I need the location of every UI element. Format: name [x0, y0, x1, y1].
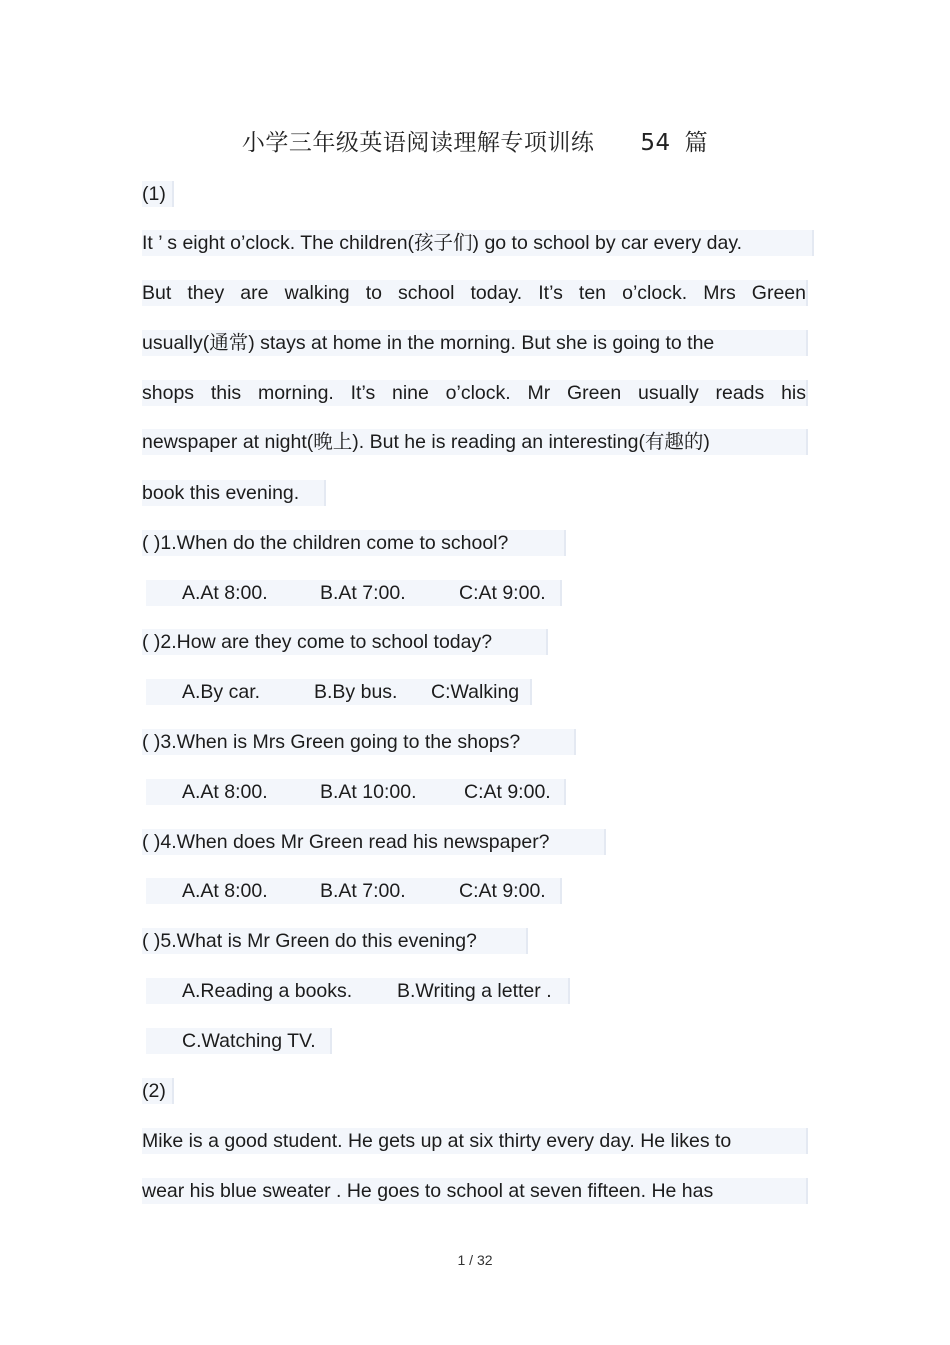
option-a: A.Reading a books.: [182, 980, 353, 1002]
question: ( )5.What is Mr Green do this evening?: [142, 930, 477, 952]
section-label: (2): [142, 1080, 166, 1102]
question: ( )4.When does Mr Green read his newspaper?: [142, 831, 550, 853]
option-b: B.By bus.: [314, 681, 398, 703]
option-b: B.Writing a letter .: [397, 980, 552, 1002]
option-a: A.At 8:00.: [182, 582, 268, 604]
page-indicator: 1 / 32: [457, 1252, 493, 1268]
option-a: A.At 8:00.: [182, 781, 268, 803]
section-label: (1): [142, 183, 166, 205]
passage-line: But they are walking to school today. It’s ten o’clock. Mrs Green: [142, 282, 806, 304]
passage-line: newspaper at night(晚上). But he is reading an interesting(有趣的): [142, 431, 710, 453]
passage-line: shops this morning. It’s nine o’clock. Mr Green usually reads his: [142, 382, 806, 404]
option-c: C:At 9:00.: [459, 880, 546, 902]
option-b: B.At 7:00.: [320, 582, 406, 604]
passage-line: wear his blue sweater . He goes to school at seven fifteen. He has: [142, 1180, 714, 1202]
page-title: [0, 124, 950, 157]
option-c: C:At 9:00.: [459, 582, 546, 604]
passage-line: book this evening.: [142, 482, 300, 504]
question: ( )1.When do the children come to school?: [142, 532, 509, 554]
option-c: C:At 9:00.: [464, 781, 551, 803]
title-unit: 篇: [684, 130, 709, 156]
option-a: A.By car.: [182, 681, 261, 703]
title-text: 小学三年级英语阅读理解专项训练: [241, 130, 595, 156]
passage-line: It ’ s eight o’clock. The children(孩子们) go to school by car every day.: [142, 232, 743, 254]
title-number: 54: [640, 130, 671, 156]
question: ( )2.How are they come to school today?: [142, 631, 493, 653]
option-a: A.At 8:00.: [182, 880, 268, 902]
question: ( )3.When is Mrs Green going to the shops?: [142, 731, 521, 753]
option-c: C.Watching TV.: [182, 1030, 316, 1052]
passage-line: usually(通常) stays at home in the morning. But she is going to the: [142, 332, 715, 354]
option-b: B.At 7:00.: [320, 880, 406, 902]
option-b: B.At 10:00.: [320, 781, 417, 803]
passage-line: Mike is a good student. He gets up at six thirty every day. He likes to: [142, 1130, 732, 1152]
option-c: C:Walking: [431, 681, 520, 703]
